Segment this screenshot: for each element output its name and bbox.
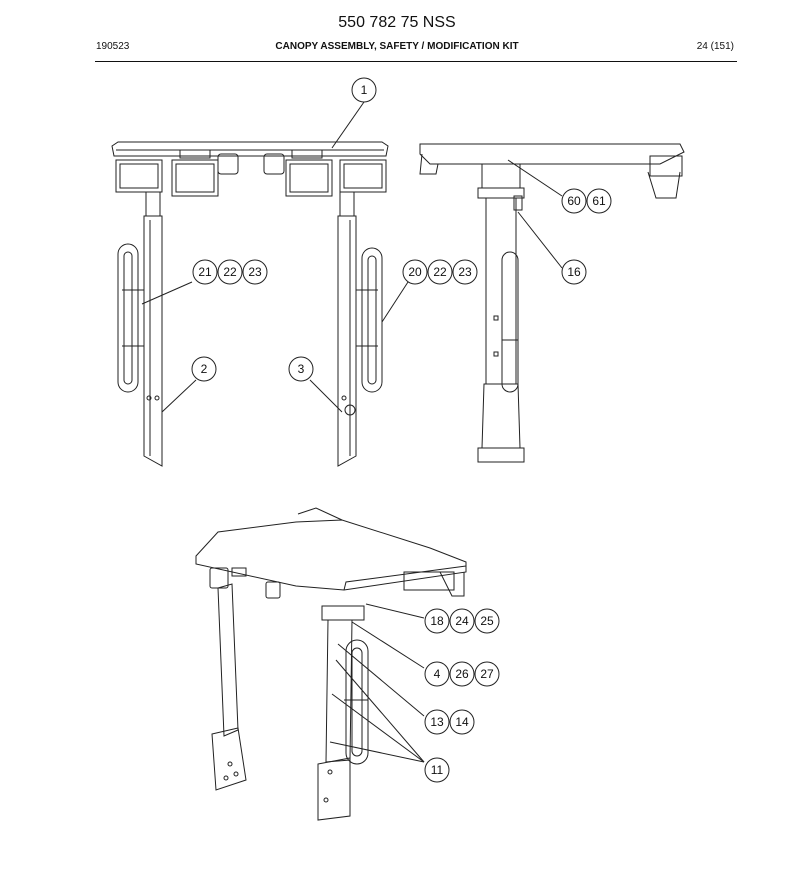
svg-text:13: 13 (430, 715, 444, 729)
page-number: 24 (151) (696, 41, 734, 52)
callout-11 (425, 758, 449, 782)
svg-text:24: 24 (455, 614, 469, 628)
svg-text:18: 18 (430, 614, 444, 628)
callout-1 (352, 78, 376, 102)
side-view (420, 144, 684, 462)
svg-text:20: 20 (408, 265, 422, 279)
svg-text:23: 23 (458, 265, 472, 279)
svg-text:14: 14 (455, 715, 469, 729)
svg-text:21: 21 (198, 265, 212, 279)
svg-text:2: 2 (200, 362, 208, 376)
callout-iso-row2 (425, 662, 499, 686)
svg-text:61: 61 (592, 194, 606, 208)
svg-text:11: 11 (430, 763, 444, 777)
svg-text:3: 3 (297, 362, 305, 376)
svg-text:23: 23 (248, 265, 262, 279)
svg-text:1: 1 (360, 83, 368, 97)
svg-text:26: 26 (455, 667, 469, 681)
callout-front-left-handle (193, 260, 267, 284)
page-title: CANOPY ASSEMBLY, SAFETY / MODIFICATION KIT (275, 41, 519, 52)
document-number: 550 782 75 NSS (338, 14, 456, 31)
svg-text:16: 16 (567, 265, 581, 279)
callout-side-hardware (562, 189, 611, 213)
svg-text:4: 4 (433, 667, 441, 681)
callout-iso-row1 (425, 609, 499, 633)
svg-text:22: 22 (223, 265, 237, 279)
callout-iso-row3 (425, 710, 474, 734)
callout-16 (562, 260, 586, 284)
svg-text:60: 60 (567, 194, 581, 208)
svg-text:25: 25 (480, 614, 494, 628)
iso-leaders (330, 604, 424, 762)
front-view (112, 142, 388, 466)
callout-2 (192, 357, 216, 381)
callout-front-right-handle (403, 260, 477, 284)
date-code: 190523 (96, 41, 130, 52)
callout-3 (289, 357, 313, 381)
svg-text:27: 27 (480, 667, 494, 681)
svg-text:22: 22 (433, 265, 447, 279)
